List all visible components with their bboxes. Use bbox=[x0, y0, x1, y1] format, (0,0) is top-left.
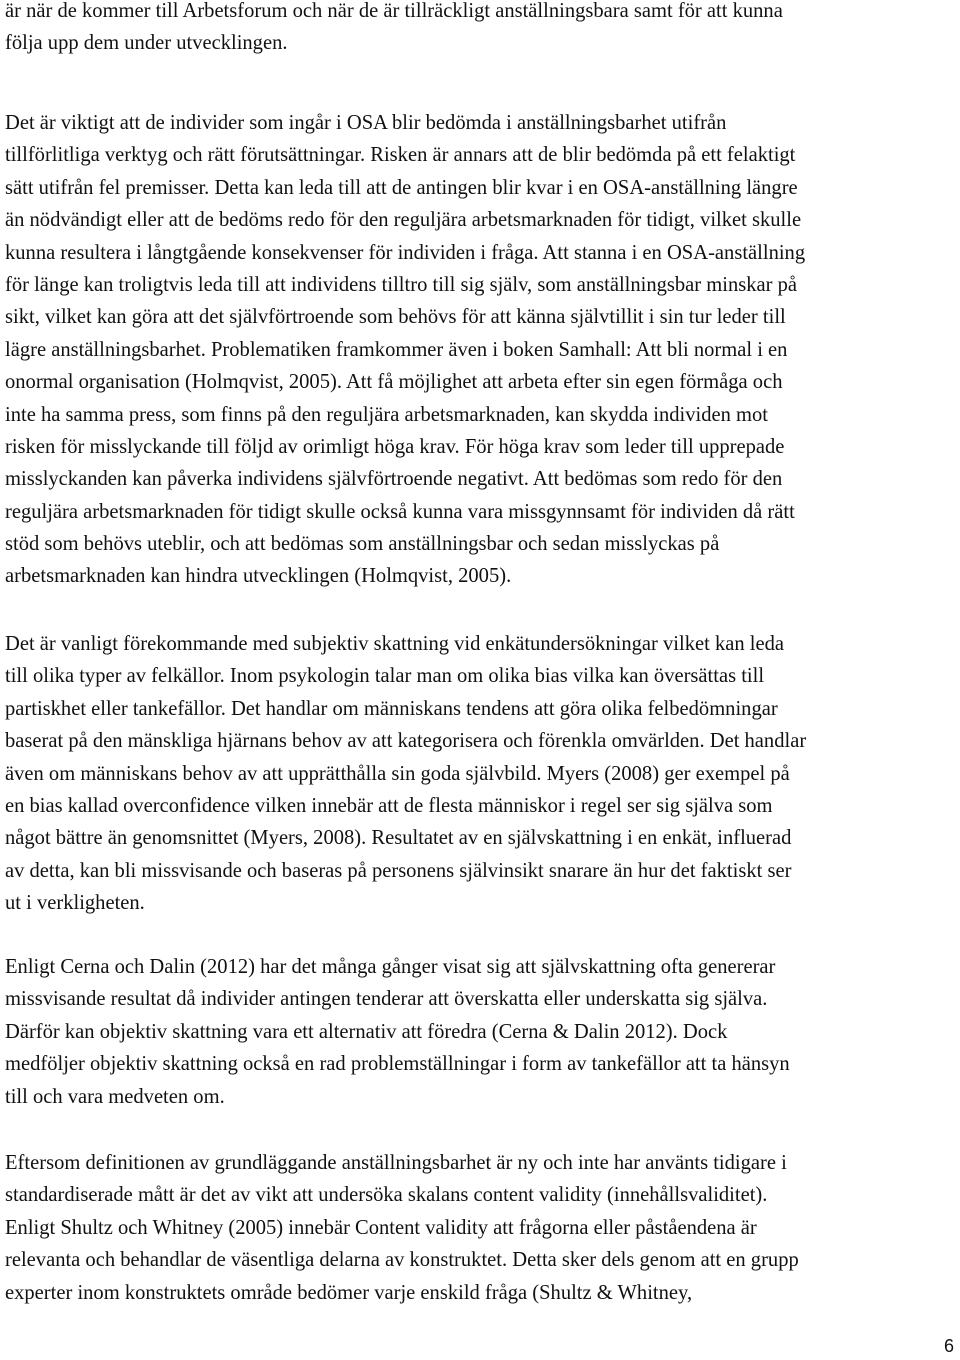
text-line: av detta, kan bli missvisande och baseras på personens självinsikt snarare än hur det faktiskt ser bbox=[5, 859, 792, 882]
text-line: stöd som behövs uteblir, och att bedömas som anställningsbar och sedan misslyckas på bbox=[5, 533, 720, 556]
text-line: medföljer objektiv skattning också en rad problemställningar i form av tankefällor att ta hänsyn bbox=[5, 1053, 790, 1076]
text-line: Det är viktigt att de individer som ingår i OSA blir bedömda i anställningsbarhet utifrån bbox=[5, 112, 727, 134]
text-line: sikt, vilket kan göra att det självförtroende som behövs för att känna självtillit i sin tur leder till bbox=[5, 306, 786, 329]
text-line: kunna resultera i långtgående konsekvenser för individen i fråga. Att stanna i en OSA-anställning bbox=[5, 241, 806, 264]
text-line: Enligt Cerna och Dalin (2012) har det många gånger visat sig att självskattning ofta genererar bbox=[5, 956, 776, 978]
text-line: lägre anställningsbarhet. Problematiken framkommer även i boken Samhall: Att bli normal i en bbox=[5, 338, 788, 361]
text-line: standardiserade mått är det av vikt att undersöka skalans content validity (innehållsvaliditet). bbox=[5, 1184, 768, 1207]
text-line: för länge kan troligtvis leda till att individens tilltro till sig själv, som anställningsbar minskar på bbox=[5, 273, 798, 296]
text-line: baserat på den mänskliga hjärnans behov av att kategorisera och förenkla omvärlden. Det handlar bbox=[5, 730, 807, 753]
paragraph bbox=[5, 0, 957, 60]
text-line: reguljära arbetsmarknaden för tidigt skulle också kunna vara missgynnsamt för individen då rätt bbox=[5, 500, 795, 523]
text-line: relevanta och behandlar de väsentliga delarna av konstruktet. Detta sker dels genom att en grupp bbox=[5, 1249, 799, 1272]
page-number: 6 bbox=[943, 1336, 954, 1356]
text-line: till och vara medveten om. bbox=[5, 1085, 225, 1108]
text-line: tillförlitliga verktyg och rätt förutsättningar. Risken är annars att de blir bedömda på ett felaktigt bbox=[5, 144, 796, 167]
text-line: inte ha samma press, som finns på den reguljära arbetsmarknaden, kan skydda individen mot bbox=[5, 403, 769, 426]
text-line: sätt utifrån fel premisser. Detta kan leda till att de antingen blir kvar i en OSA-anställning längre bbox=[5, 176, 798, 199]
text-line: ut i verkligheten. bbox=[5, 892, 145, 915]
paragraph bbox=[5, 1147, 957, 1309]
text-line: partiskhet eller tankefällor. Det handlar om människans tendens att göra olika felbedömningar bbox=[5, 697, 778, 720]
text-line: missvisande resultat då individer antingen tenderar att överskatta eller underskatta sig själva. bbox=[5, 988, 768, 1011]
paragraph bbox=[5, 951, 957, 1113]
text-line: Det är vanligt förekommande med subjektiv skattning vid enkätundersökningar vilket kan leda bbox=[5, 633, 785, 655]
text-line: Enligt Shultz och Whitney (2005) innebär Content validity att frågorna eller påståendena är bbox=[5, 1216, 757, 1239]
text-line: även om människans behov av att upprätthålla sin goda självbild. Myers (2008) ger exempel på bbox=[5, 762, 790, 785]
paragraph bbox=[5, 107, 957, 593]
text-line: misslyckanden kan påverka individens självförtroende negativt. Att bedömas som redo för den bbox=[5, 468, 783, 491]
text-line: experter inom konstruktets område bedömer varje enskild fråga (Shultz & Whitney, bbox=[5, 1281, 693, 1304]
text-line: något bättre än genomsnittet (Myers, 2008). Resultatet av en självskattning i en enkät, influerad bbox=[5, 827, 792, 850]
paragraph bbox=[5, 628, 957, 920]
text-line: följa upp dem under utvecklingen. bbox=[5, 32, 288, 55]
text-line: än nödvändigt eller att de bedöms redo för den reguljära arbetsmarknaden för tidigt, vilket skulle bbox=[5, 209, 802, 232]
text-line: Därför kan objektiv skattning vara ett alternativ att föredra (Cerna & Dalin 2012). Dock bbox=[5, 1020, 728, 1043]
text-line: en bias kallad overconfidence vilken innebär att de flesta människor i regel ser sig själva som bbox=[5, 794, 773, 817]
text-line: är när de kommer till Arbetsforum och när de är tillräckligt anställningsbara samt för att kunna bbox=[5, 0, 783, 22]
text-line: risken för misslyckande till följd av orimligt höga krav. För höga krav som leder till upprepade bbox=[5, 435, 785, 458]
text-line: onormal organisation (Holmqvist, 2005). Att få möjlighet att arbeta efter sin egen förmåga och bbox=[5, 371, 783, 394]
text-line: arbetsmarknaden kan hindra utvecklingen (Holmqvist, 2005). bbox=[5, 565, 512, 588]
text-line: till olika typer av felkällor. Inom psykologin talar man om olika bias vilka kan översättas till bbox=[5, 665, 765, 688]
text-line: Eftersom definitionen av grundläggande anställningsbarhet är ny och inte har använts tidigare i bbox=[5, 1152, 787, 1174]
